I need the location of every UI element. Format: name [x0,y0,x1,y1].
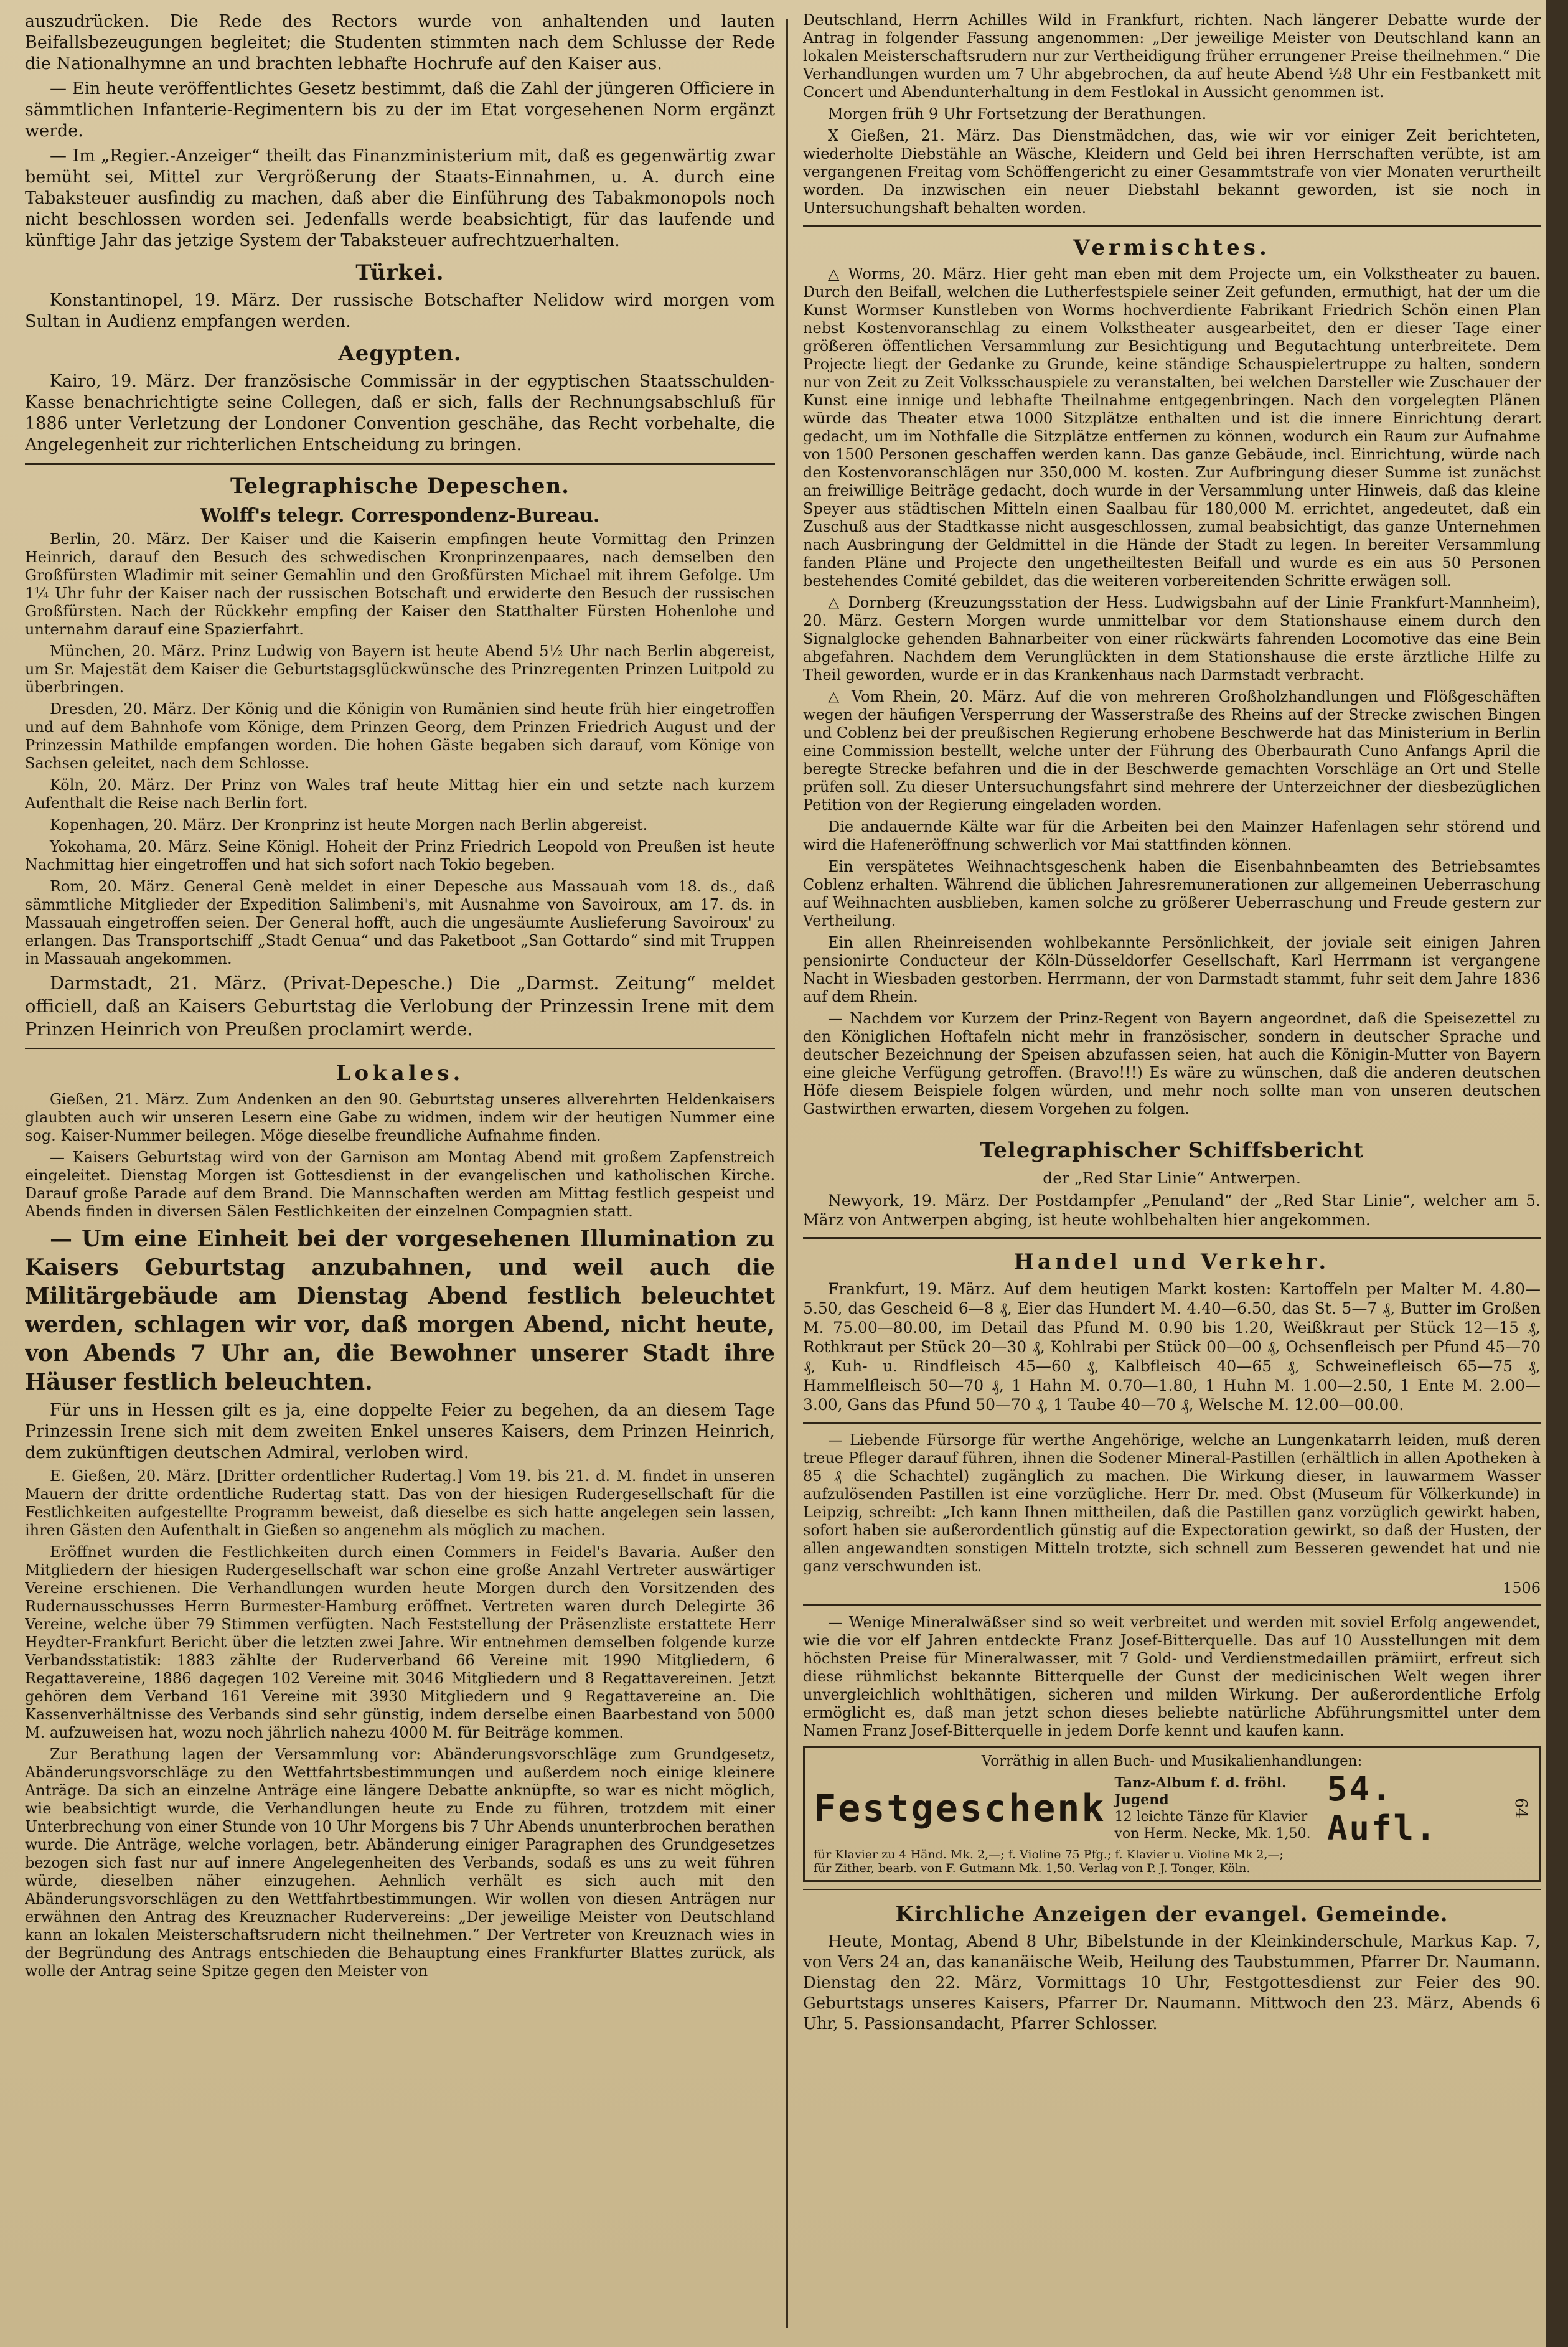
paragraph: Konstantinopel, 19. März. Der russische Botschafter Nelidow wird morgen vom Sultan in Audienz empfangen werden. [25,291,775,331]
ad-line: 12 leichte Tänze für Klavier [1114,1809,1308,1825]
column-divider [786,19,788,2328]
local-item: Zur Berathung lagen der Versammlung vor: Abänderungsvorschläge zum Grundgesetz, Abänderungsvorschläge zu den Wettfahrtsbestimmungen und außerdem noch einige kleinere Anträge. Da sich an einzelne Anträge eine längere Debatte anknüpfte, so war es nicht möglich, wie beabsichtigt wurde, die Verhandlungen heute zu Ende zu führen, trotzdem mit einer Unterbrechung von einer Stunde von 10 Uhr Morgens bis 7 Uhr Abends ununterbrochen berathen wurde. Die Anträge, welche vorlagen, betr. Abänderung einiger Paragraphen des Grundgesetzes bezogen sich fast nur auf innere Angelegenheiten des Verbands, sodaß es uns zu weit führen würde, dieselben näher einzugehen. Aehnlich verhält es sich auch mit den Abänderungsvorschlägen zu den Wettfahrtbestimmungen. Wir wollen von diesen Anträgen nur erwähnen den Antrag des Kreuznacher Rudervereins: „Der jeweilige Meister von Deutschland kann an lokalen Meisterschaftsrudern nicht theilnehmen.“ Der Vertreter von Kreuznach wies in der Begründung des Antrags entschieden die Behauptung eines Frankfurter Blattes zurück, als wolle der Antrag seine Spitze gegen den Meister von [25,1746,775,1980]
church-notices: Heute, Montag, Abend 8 Uhr, Bibelstunde in der Kleinkinderschule, Markus Kap. 7, von Vers 24 an, das kananäische Weib, Heilung des Taubstummen, Pfarrer Dr. Naumann. Dienstag den 22. März, Vormittags 10 Uhr, Festgottesdienst zur Feier des 90. Geburtstags unseres Kaisers, Pfarrer Dr. Naumann. Mittwoch den 23. März, Abends 6 Uhr, 5. Passionsandacht, Pfarrer Schlosser. [803,1932,1541,2033]
divider [25,1048,775,1052]
ad-line: für Klavier zu 4 Händ. Mk. 2,—; f. Violine 75 Pfg.; f. Klavier u. Violine Mk 2,—; [814,1848,1284,1861]
page-edge-shadow [1546,0,1568,2347]
divider [803,1237,1541,1241]
left-top-section [25,0,775,252]
news-item: Ein verspätetes Weihnachtsgeschenk haben die Eisenbahnbeamten des Betriebsamtes Coblenz erhalten. Während die üblichen Jahresremunerationen zur allgemeinen Ueberraschung auf Weihnachten ausblieben, kamen solche zu größerer Ueberraschung und Freude gestern zur Vertheilung. [803,858,1541,929]
section-heading-telegraphische: Telegraphische Depeschen. [230,474,570,499]
dispatch-item: München, 20. März. Prinz Ludwig von Bayern ist heute Abend 5½ Uhr nach Berlin abgereist, um Sr. Majestät dem Kaiser die Geburtstagsglückwünsche des Prinzregenten Prinzen Luitpold zu überbringen. [25,642,775,696]
section-heading-tuerkei: Türkei. [355,260,444,285]
dispatch-item: Rom, 20. März. General Genè meldet in einer Depesche aus Massauah vom 18. ds., daß sämmtliche Mitglieder der Expedition Salimbeni's, mit Ausnahme von Savoiroux, am 17. ds. in Massauah eingetroffen seien. Der General hofft, auch die ungesäumte Auslieferung Savoiroux' zu erlangen. Das Transportschiff „Stadt Genua“ und das Paketboot „San Gottardo“ sind mit Truppen in Massauah angekommen. [25,878,775,967]
ad-title: Festgeschenk [814,1787,1106,1830]
section-heading-lokales: Lokales. [336,1061,464,1086]
divider [803,225,1541,227]
section-heading-kirchliche: Kirchliche Anzeigen der evangel. Gemeinde. [895,1902,1448,1927]
paragraph: X Gießen, 21. März. Das Dienstmädchen, das, wie wir vor einiger Zeit berichteten, wiederholte Diebstähle an Wäsche, Kleidern und Geld bei ihren Herrschaften verübte, ist am vergangenen Freitag vom Schöffengericht zu einer Gesammtstrafe von vier Monaten verurtheilt worden. Da inzwischen ein neuer Diebstahl bekannt geworden, ist sie noch in Untersuchungshaft behalten worden. [803,127,1541,217]
section-subheading: Wolff's telegr. Correspondenz-Bureau. [200,505,600,527]
market-prices: Frankfurt, 19. März. Auf dem heutigen Markt kosten: Kartoffeln per Malter M. 4.80—5.50, das Gescheid 6—8 ₰, Eier das Hundert M. 4.40—6.50, das St. 5—7 ₰, Butter im Großen M. 75.00—80.00, im Detail das Pfund M. 0.90 bis 1.20, Weißkraut per Stück 12—15 ₰, Rothkraut per Stück 20—30 ₰, Kohlrabi per Stück 00—00 ₰, Ochsenfleisch per Pfund 45—70 ₰, Kuh- u. Rindfleisch 45—60 ₰, Kalbfleisch 40—65 ₰, Schweinefleisch 65—75 ₰, Hammelfleisch 50—70 ₰, 1 Hahn M. 0.70—1.80, 1 Huhn M. 1.00—2.50, 1 Ente M. 2.00—3.00, Gans das Pfund 50—70 ₰, 1 Taube 40—70 ₰, Welsche M. 12.00—00.00. [803,1280,1541,1414]
ad-author: von Herm. Necke, Mk. 1,50. [1114,1826,1311,1841]
news-item: Die andauernde Kälte war für die Arbeiten bei den Mainzer Hafenlagen sehr störend und wird die Hafeneröffnung schwerlich vor Mai stattfinden können. [803,818,1541,854]
news-item: Ein allen Rheinreisenden wohlbekannte Persönlichkeit, der joviale seit einigen Jahren pensionirte Conducteur der Köln-Düsseldorfer Gesellschaft, Karl Herrmann ist vergangene Nacht in Wiesbaden gestorben. Herrmann, der von Darmstadt stammt, fuhr seit dem Jahre 1836 auf dem Rhein. [803,934,1541,1005]
paragraph: — Ein heute veröffentlichtes Gesetz bestimmt, daß die Zahl der jüngeren Officiere in sämmtlichen Infanterie-Regimentern bis zu der im Etat vorgesehenen Norm ergänzt werde. [25,79,775,141]
divider [803,1422,1541,1424]
ad-details [1114,1775,1318,1842]
ad-sodener [803,1431,1541,1597]
divider [803,1889,1541,1893]
paragraph: — Im „Regier.-Anzeiger“ theilt das Finanzministerium mit, daß es gegenwärtig zwar bemüht sei, Mittel zur Vergrößerung der Staats-Einnahmen, u. A. durch eine Tabaksteuer ausfindig zu machen, daß aber die Einführung des Tabakmonopols noch nicht beschlossen worden sei. Jedenfalls werde beabsichtigt, für das laufende und künftige Jahr das jetzige System der Tabaksteuer aufrechtzuerhalten. [25,146,775,250]
section-heading-aegypten: Aegypten. [338,341,462,366]
local-item: — Kaisers Geburtstag wird von der Garnison am Montag Abend mit großem Zapfenstreich eingeleitet. Dienstag Morgen ist Gottesdienst in der evangelischen und katholischen Kirche. Darauf große Parade auf dem Brand. Die Mannschaften werden am Mittag festlich gespeist und Abends finden in diversen Sälen Festlichkeiten der einzelnen Compagnien statt. [25,1149,775,1220]
dispatch-item: Kopenhagen, 20. März. Der Kronprinz ist heute Morgen nach Berlin abgereist. [50,816,648,834]
paragraph: Morgen früh 9 Uhr Fortsetzung der Berathungen. [828,105,1207,123]
ad-number: 1506 [1502,1579,1541,1597]
local-item: Eröffnet wurden die Festlichkeiten durch einen Commers in Feidel's Bavaria. Außer den Mitgliedern der hiesigen Rudergesellschaft war schon eine große Anzahl Vertreter auswärtiger Vereine erschienen. Die Verhandlungen wurden heute Morgen durch den Vorsitzenden des Rudernausschusses Herrn Burmester-Hamburg eröffnet. Vertreten waren durch Delegirte 36 Vereine, welche über 79 Stimmen verfügten. Nach Feststellung der Präsenzliste erstattete Herr Heydter-Frankfurt Bericht über die letzten zwei Jahre. Wir entnehmen demselben folgende kurze Verbandsstatistik: 1883 zählte der Ruderverband 66 Vereine mit 1990 Mitgliedern, 6 Regattavereine, 1886 dagegen 102 Vereine mit 3046 Mitgliedern und 8 Regattavereinen. Jetzt gehören dem Verband 161 Vereine mit 3930 Mitgliedern und 9 Regattavereine an. Die Kassenverhältnisse des Verbands sind sehr günstig, indem derselbe einen Baarbestand von 5000 M. aufzuweisen hat, wozu noch jährlich nahezu 4000 M. für Beiträge kommen. [25,1543,775,1741]
illumination-notice: — Um eine Einheit bei der vorgesehenen Illumination zu Kaisers Geburtstag anzubahnen, und weil auch die Militärgebäude am Dienstag Abend festlich beleuchtet werden, schlagen wir vor, daß morgen Abend, nicht heute, von Abends 7 Uhr an, die Bewohner unserer Stadt ihre Häuser festlich beleuchten. [25,1226,775,1395]
section-heading-schiffsbericht: Telegraphischer Schiffsbericht [979,1138,1364,1163]
section-heading-vermischtes: Vermischtes. [1073,235,1270,260]
paragraph: Für uns in Hessen gilt es ja, eine doppelte Feier zu begehen, da an diesem Tage Prinzessin Irene sich mit dem zweiten Enkel unseres Kaisers, dem Prinzen Heinrich, dem zukünftigen deutschen Admiral, verloben wird. [25,1401,775,1462]
news-item: △ Worms, 20. März. Hier geht man eben mit dem Projecte um, ein Volkstheater zu bauen. Durch den Beifall, welchen die Lutherfestspiele seiner Zeit gefunden, ermuthigt, hat der um die Kunst Wormser Kunstleben von Worms hochverdiente Fabrikant Friedrich Schön einen Plan nebst Kostenvoranschlag zu einem Volkstheater ausgearbeitet, den er dieser Tage einer größeren öffentlichen Versammlung zur Besichtigung und Begutachtung unterbreitete. Dem Projecte liegt der Gedanke zu Grunde, keine ständige Schauspielertruppe zu halten, sondern nur von Zeit zu Zeit Volksschauspiele zu veranstalten, bei welchen Darsteller wie Zuschauer der Kunst eine innige und lebhafte Theilnahme entgegenbringen. Nach den vorgelegten Plänen würde das Theater etwa 1000 Sitzplätze enthalten und ist die innere Einrichtung derart gedacht, um im Nothfalle die Sitzplätze entfernen zu können, wodurch ein Raum zur Aufnahme von 1500 Personen geschaffen werden kann. Das ganze Gebäude, incl. Einrichtung, würde nach den Kostenvoranschlägen nur 350,000 M. kosten. Zur Aufbringung dieser Summe ist zunächst an freiwillige Beiträge gedacht, doch wurde in der Versammlung unter Hinweis, daß das kleine Speyer aus städtischen Mitteln einen Saalbau für 180,000 M. errichtet, angedeutet, daß ein Zuschuß aus der Stadtkasse nicht ausgeschlossen, zumal beabsichtigt, das ganze Unternehmen nach Ausbringung der Geldmittel in die Hände der Stadt zu legen. In bereiter Versammlung fanden Pläne und Projecte den ungetheiltesten Beifall und wurde es ein aus 50 Personen bestehendes Comité gebildet, das die weiteren vorbereitenden Schritte erwägen soll. [803,265,1541,590]
left-column [25,0,775,2341]
ad-main-row [814,1769,1530,1848]
section-heading-handel: Handel und Verkehr. [1013,1249,1330,1274]
lokales-items [25,1091,775,1221]
right-column [803,0,1541,2341]
dispatch-item: Köln, 20. März. Der Prinz von Wales traf heute Mittag hier ein und setzte nach kurzem Aufenthalt die Reise nach Berlin fort. [25,776,775,812]
dispatch-item: Dresden, 20. März. Der König und die Königin von Rumänien sind heute früh hier eingetroffen und auf dem Bahnhofe vom Könige, dem Prinzen Georg, dem Prinzen Friedrich August und der Prinzessin Mathilde empfangen worden. Die hohen Gäste begaben sich darauf, vom Könige von Sachsen geleitet, nach dem Schlosse. [25,700,775,772]
paragraph: Kairo, 19. März. Der französische Commissär in der egyptischen Staatsschulden-Kasse benachrichtigte seine Collegen, daß er sich, falls der Rechnungsabschluß für 1886 unter Verletzung der Londoner Convention geschähe, das Recht vorbehalte, die Angelegenheit zur richterlichen Entscheidung zu bringen. [25,372,775,454]
dispatch-list [25,530,775,968]
darmstadt-dispatch: Darmstadt, 21. März. (Privat-Depesche.) Die „Darmst. Zeitung“ meldet officiell, daß an Kaisers Geburtstag die Verlobung der Prinzessin Irene mit dem Prinzen Heinrich von Preußen proclamirt werde. [25,972,775,1040]
ad-line: für Zither, bearb. von F. Gutmann Mk. 1,50. Verlag von P. J. Tonger, Köln. [814,1861,1251,1875]
news-item: △ Vom Rhein, 20. März. Auf die von mehreren Großholzhandlungen und Flößgeschäften wegen der häufigen Versperrung der Wasserstraße des Rheins auf der Strecke zwischen Bingen und Coblenz bei der preußischen Regierung erhobene Beschwerde hat das Ministerium in Berlin eine Commission bestellt, welche unter der Führung des Oberbaurath Cuno Anfangs April die beregte Strecke befahren und die in der Beschwerde gemachten Vorschläge an Ort und Stelle prüfen soll. Zu dieser Untersuchungsfahrt sind mehrere der Unterzeichner der diesbezüglichen Petition von der Regierung eingeladen worden. [803,688,1541,814]
right-top-section [803,0,1541,217]
local-item: E. Gießen, 20. März. [Dritter ordentlicher Rudertag.] Vom 19. bis 21. d. M. findet in unseren Mauern der dritte ordentliche Rudertag statt. Das von der hiesigen Rudergesellschaft für die Festlichkeiten aufgestellte Programm beweist, daß dieselbe es sich hatte angelegen sein lassen, ihren Gästen den Aufenthalt in Gießen so angenehm als möglich zu machen. [25,1467,775,1539]
vermischtes-items [803,265,1541,1118]
news-item: △ Dornberg (Kreuzungsstation der Hess. Ludwigsbahn auf der Linie Frankfurt-Mannheim), 20. März. Gestern Morgen wurde unmittelbar vor dem Stationshause einem durch den Signalglocke gehenden Bahnarbeiter von einer rückwärts fahrenden Locomotive das eine Bein abgefahren. Nachdem dem Verunglückten in dem Stationshause die erste ärztliche Hilfe zu Theil geworden, wurde er in das Krankenhaus nach Darmstadt verbracht. [803,594,1541,684]
ad-side-number: 64 [1511,1798,1530,1819]
ad-line: Tanz-Album f. d. fröhl. Jugend [1114,1775,1287,1808]
paragraph: Newyork, 19. März. Der Postdampfer „Penuland“ der „Red Star Linie“, welcher am 5. März von Antwerpen abging, ist heute wohlbehalten hier angekommen. [803,1192,1541,1229]
ad-festgeschenk [803,1746,1541,1882]
ad-edition: 54. Aufl. [1326,1769,1438,1848]
paragraph: Deutschland, Herrn Achilles Wild in Frankfurt, richten. Nach längerer Debatte wurde der Antrag in folgender Fassung angenommen: „Der jeweilige Meister von Deutschland kann an lokalen Meisterschaftsrudern nur zur Vertheidigung früher errungener Preise theilnehmen.“ Die Verhandlungen wurden um 7 Uhr abgebrochen, da auf heute Abend ½8 Uhr ein Festbankett mit Concert und Abendunterhaltung in dem Festlokal in Aussicht genommen ist. [803,11,1541,101]
rudertag-report [25,1467,775,1980]
paragraph: auszudrücken. Die Rede des Rectors wurde von anhaltenden und lauten Beifallsbezeugungen begleitet; die Studenten stimmten nach dem Schlusse der Rede die Nationalhymne an und brachten lebhafte Hochrufe auf den Kaiser aus. [25,12,775,73]
divider [803,1604,1541,1606]
ad-franz-josef [803,1614,1541,1740]
local-item: Gießen, 21. März. Zum Andenken an den 90. Geburtstag unseres allverehrten Heldenkaisers glaubten auch wir unseren Lesern eine Gabe zu widmen, indem wir der heutigen Nummer eine sog. Kaiser-Nummer beilegen. Möge dieselbe freundliche Aufnahme finden. [25,1091,775,1144]
ad-top-line: Vorräthig in allen Buch- und Musikalienhandlungen: [981,1753,1363,1769]
dispatch-item: Berlin, 20. März. Der Kaiser und die Kaiserin empfingen heute Vormittag den Prinzen Heinrich, darauf den Besuch des schwedischen Kronprinzenpaares, nach demselben den Großfürsten Wladimir mit seiner Gemahlin und den Großfürsten Michael mit ihrem Gefolge. Um 1¼ Uhr fuhr der Kaiser nach der russischen Botschaft und erwiderte den Besuch der russischen Großfürsten. Nach der Rückkehr empfing der Kaiser den Statthalter Fürsten Hohenlohe und unternahm darauf eine Spazierfahrt. [25,530,775,638]
divider [25,463,775,465]
ad-text: — Liebende Fürsorge für werthe Angehörige, welche an Lungenkatarrh leiden, muß deren treue Pfleger darauf führen, ihnen die Sodener Mineral-Pastillen (erhältlich in allen Apotheken à 85 ₰ die Schachtel) zugänglich zu machen. Die Wirkung dieser, in lauwarmem Wasser aufzulösenden Pastillen ist eine vorzügliche. Herr Dr. med. Obst (Museum für Völkerkunde) in Leipzig, schreibt: „Ich kann Ihnen mittheilen, daß die Pastillen ganz vorzüglich gewirkt haben, sofort haben sie außerordentlich günstig auf die Expectoration gewirkt, so daß der Husten, der allen angewandten sonstigen Mitteln trotzte, sich schnell zum Besseren gewendet hat und nie ganz verschwunden ist. [803,1431,1541,1575]
news-item: — Nachdem vor Kurzem der Prinz-Regent von Bayern angeordnet, daß die Speisezettel zu den Königlichen Hoftafeln nicht mehr in französischer, sondern in deutscher Sprache und deutscher Bezeichnung der Speisen abzufassen seien, hat auch die Königin-Mutter von Bayern eine gleiche Verfügung getroffen. (Bravo!!!) Es wäre zu wünschen, daß die anderen deutschen Höfe diesem Beispiele folgen würden, und mehr noch sollte man von unseren deutschen Gastwirthen erwarten, diesem Vorgehen zu folgen. [803,1010,1541,1117]
divider [803,1126,1541,1129]
dispatch-item: Yokohama, 20. März. Seine Königl. Hoheit der Prinz Friedrich Leopold von Preußen ist heute Nachmittag hier eingetroffen und hat sich sofort nach Tokio begeben. [25,838,775,873]
section-subheading: der „Red Star Linie“ Antwerpen. [1043,1169,1301,1187]
ad-text: — Wenige Mineralwäßser sind so weit verbreitet und werden mit soviel Erfolg angewendet, wie die vor elf Jahren entdeckte Franz Josef-Bitterquelle. Das auf 10 Ausstellungen mit dem höchsten Preise für Mineralwasser, mit 7 Gold- und Verdienstmedaillen prämiirt, erfreut sich diese rühmlichst bekannte Bitterquelle der Gunst der medicinischen Welt wegen ihrer unvergleichlich wohlthätigen, sicheren und milden Wirkung. Der außerordentliche Erfolg ermöglicht es, daß man jetzt schon dieses beliebte natürliche Abführungsmittel unter dem Namen Franz Josef-Bitterquelle in jedem Dorfe kennt und kaufen kann. [803,1614,1541,1739]
